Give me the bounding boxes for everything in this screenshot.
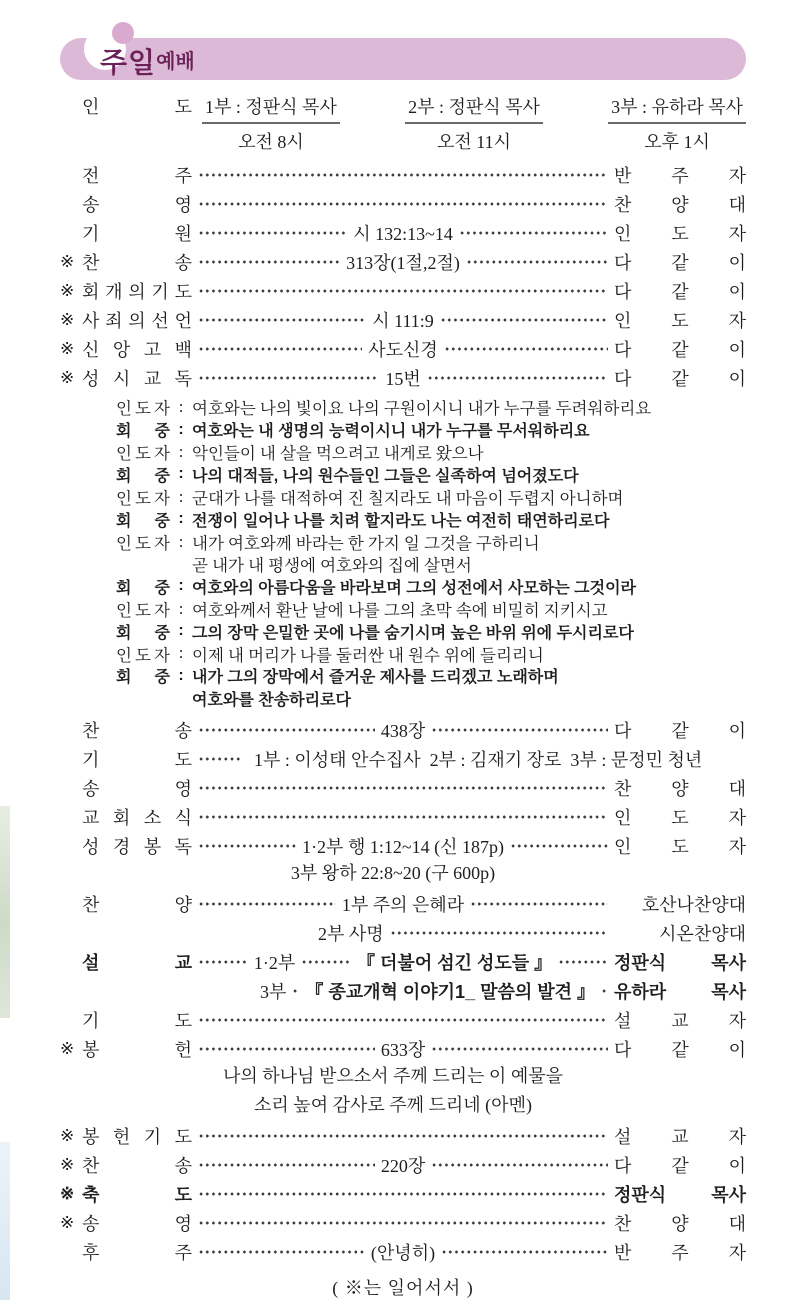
program-row (60, 831, 746, 860)
program-table-top (60, 160, 746, 392)
page-title-sub: 예배 (156, 51, 195, 73)
row-center-text: 1부 : 이성태 안수집사 2부 : 김재기 장로 3부 : 문정민 청년 (254, 749, 703, 770)
row-center-text: 시 111:9 (372, 310, 434, 331)
reading-colon: : (178, 666, 184, 684)
row-center-text: 2부 사명 (318, 923, 384, 944)
dotted-leader (198, 778, 608, 798)
row-right: 정판식 목사 (613, 952, 746, 973)
reading-text: 이제 내 머리가 나를 둘러싼 내 원수 위에 들리리니 (192, 645, 544, 665)
row-prefix: ※ (60, 1183, 75, 1203)
reading-line (116, 463, 746, 485)
reading-line (116, 665, 746, 687)
standing-footnote: ( ※는 일어서서 ) (332, 1278, 474, 1299)
reading-colon: : (178, 531, 184, 551)
row-label: 찬 송 (82, 720, 192, 741)
service-part-2 (405, 93, 543, 154)
reading-colon: : (178, 420, 184, 438)
reading-line (116, 418, 746, 440)
dotted-leader (198, 1039, 375, 1059)
service-leaders-row (60, 93, 746, 154)
program-row (60, 1121, 746, 1150)
dotted-leader (292, 981, 299, 1001)
program-row (60, 715, 746, 744)
row-prefix: ※ (60, 338, 75, 358)
dotted-leader (198, 749, 242, 769)
reading-colon: : (178, 397, 184, 417)
reading-speaker: 회 중 (116, 624, 170, 642)
reading-line (116, 530, 746, 552)
row-prefix (60, 93, 82, 154)
row-right: 찬 양 대 (614, 194, 746, 215)
row-prefix: ※ (60, 1154, 75, 1174)
reading-speaker: 회 중 (116, 579, 170, 597)
dotted-leader (198, 368, 379, 388)
reading-speaker: 회 중 (116, 467, 170, 485)
dotted-leader (431, 720, 608, 740)
reading-speaker: 인 도 자 (116, 600, 170, 620)
reading-colon: : (178, 598, 184, 618)
service-part-time: 오후 1시 (644, 132, 710, 152)
program-row (60, 1237, 746, 1266)
row-prefix: ※ (60, 251, 75, 271)
row-label: 성 경 봉 독 (82, 836, 192, 857)
row-label: 봉 헌 (82, 1039, 192, 1060)
dotted-leader (198, 310, 366, 330)
row-label: 설 교 (82, 952, 192, 973)
row-prefix: ※ (60, 367, 75, 387)
program-table-bottom (60, 715, 746, 1266)
dotted-leader (198, 223, 347, 243)
dotted-leader (427, 368, 608, 388)
dotted-leader (198, 836, 296, 856)
dotted-leader (198, 339, 362, 359)
row-prefix: ※ (60, 309, 75, 329)
reading-colon: : (178, 622, 184, 640)
reading-line (116, 598, 746, 620)
row-center-text: 3부 (260, 981, 287, 1002)
row-right: 인 도 자 (614, 310, 746, 331)
reading-speaker: 인 도 자 (116, 443, 170, 463)
row-center-text: 633장 (380, 1039, 426, 1060)
row-center-text: 313장(1절,2절) (346, 252, 460, 273)
service-part-leader: 2부 : 정판식 목사 (405, 93, 543, 124)
row-label: 찬 양 (82, 894, 192, 915)
reading-line (116, 687, 746, 709)
row-right: 다 같 이 (614, 1039, 746, 1060)
reading-speaker: 회 중 (116, 512, 170, 530)
program-center-line: 소리 높여 감사로 주께 드리네 (아멘) (254, 1095, 532, 1116)
service-part-leader: 3부 : 유하라 목사 (608, 93, 746, 124)
row-right: 설 교 자 (614, 1010, 746, 1031)
reading-line (116, 642, 746, 664)
reading-text: 그의 장막 은밀한 곳에 나를 숨기시며 높은 바위 위에 두시리로다 (192, 624, 634, 642)
program-center-line: 3부 왕하 22:8~20 (구 600p) (290, 863, 496, 884)
row-right: 다 같 이 (614, 339, 746, 360)
reading-line (116, 441, 746, 463)
program-row (60, 1150, 746, 1179)
row-prefix: ※ (60, 1212, 75, 1232)
reading-colon: : (178, 486, 184, 506)
row-right: 정판식 목사 (614, 1184, 746, 1205)
row-center-text: 438장 (380, 720, 426, 741)
service-parts (192, 93, 746, 154)
row-label: 축 도 (82, 1184, 192, 1205)
row-center-text: 1·2부 행 1:12~14 (신 187p) (302, 836, 504, 857)
row-label: 기 도 (82, 749, 192, 770)
row-prefix: ※ (60, 280, 75, 300)
program-row (60, 276, 746, 305)
row-label: 송 영 (82, 194, 192, 215)
row-right: 다 같 이 (614, 1155, 746, 1176)
program-row (60, 305, 746, 334)
row-right: 다 같 이 (614, 281, 746, 302)
row-right: 찬 양 대 (614, 1213, 746, 1234)
row-right: 인 도 자 (614, 807, 746, 828)
row-prefix: ※ (60, 1038, 75, 1058)
reading-speaker: 인 도 자 (116, 488, 170, 508)
dotted-leader (390, 923, 608, 943)
dotted-leader (198, 252, 340, 272)
row-center-text: 220장 (380, 1155, 426, 1176)
program-row (60, 1179, 746, 1208)
dotted-leader (459, 223, 608, 243)
reading-speaker: 회 중 (116, 423, 170, 441)
dotted-leader (470, 894, 608, 914)
row-label: 교 회 소 식 (82, 807, 192, 828)
program-row (60, 889, 746, 918)
reading-text: 악인들이 내 살을 먹으려고 내게로 왔으나 (192, 443, 484, 463)
reading-colon: : (178, 577, 184, 595)
dotted-leader (444, 339, 608, 359)
dotted-leader (301, 952, 351, 972)
program-row (60, 160, 746, 189)
program-subrow (60, 976, 746, 1005)
row-label: 찬 송 (82, 252, 192, 273)
row-label: 성 시 교 독 (82, 368, 192, 389)
reading-text: 나의 대적들, 나의 원수들인 그들은 실족하여 넘어졌도다 (192, 467, 579, 485)
dotted-leader (558, 952, 608, 972)
row-center-text: 사도신경 (368, 339, 438, 360)
reading-text: 여호와께서 환난 날에 나를 그의 초막 속에 비밀히 지키시고 (192, 600, 608, 620)
row-label: 송 영 (82, 1213, 192, 1234)
row-label: 사 죄 의 선 언 (82, 310, 192, 331)
dotted-leader (198, 1155, 375, 1175)
reading-text: 전쟁이 일어나 나를 치려 할지라도 나는 여전히 태연하리로다 (192, 512, 610, 530)
dotted-leader (198, 720, 375, 740)
row-right: 찬 양 대 (614, 778, 746, 799)
dotted-leader (431, 1155, 608, 1175)
row-center-text: 1·2부 (253, 952, 296, 973)
service-part-3 (608, 93, 746, 154)
row-right: 호산나찬양대 (641, 894, 747, 915)
row-label: 기 원 (82, 223, 192, 244)
program-row (60, 1208, 746, 1237)
reading-speaker: 회 중 (116, 669, 170, 687)
row-label: 회 개 의 기 도 (82, 281, 192, 302)
row-label: 인 도 (82, 97, 192, 117)
dotted-leader (198, 194, 608, 214)
reading-colon: : (178, 643, 184, 663)
row-label: 전 주 (82, 165, 192, 186)
dotted-leader (198, 1184, 608, 1204)
reading-line (116, 620, 746, 642)
program-row (60, 334, 746, 363)
section-header-banner (60, 38, 746, 80)
row-right: 다 같 이 (614, 720, 746, 741)
row-center-text: 15번 (385, 368, 421, 389)
reading-line (116, 508, 746, 530)
reading-speaker: 인 도 자 (116, 645, 170, 665)
dotted-leader (601, 981, 608, 1001)
row-right: 설 교 자 (614, 1126, 746, 1147)
reading-text: 여호와는 나의 빛이요 나의 구원이시니 내가 누구를 두려워하리요 (192, 399, 652, 419)
program-row (60, 1034, 746, 1063)
reading-colon: : (178, 465, 184, 483)
program-row (60, 947, 746, 976)
row-prefix: ※ (60, 1125, 75, 1145)
row-right: 시온찬양대 (659, 923, 746, 944)
program-row (60, 1005, 746, 1034)
reading-line (116, 486, 746, 508)
dotted-leader (198, 165, 608, 185)
row-right: 반 주 자 (614, 165, 746, 186)
reading-line (116, 553, 746, 575)
row-right: 다 같 이 (614, 252, 746, 273)
program-row (60, 802, 746, 831)
program-subrow (60, 918, 746, 947)
row-right: 다 같 이 (614, 368, 746, 389)
dotted-leader (198, 952, 248, 972)
reading-text: 곧 내가 내 평생에 여호와의 집에 살면서 (192, 555, 472, 575)
dotted-leader (198, 1242, 365, 1262)
reading-colon: : (178, 510, 184, 528)
dotted-leader (198, 1010, 608, 1030)
row-center-text: 시 132:13~14 (353, 223, 453, 244)
dotted-leader (198, 1126, 608, 1146)
reading-text: 여호와는 내 생명의 능력이시니 내가 누구를 무서워하리요 (192, 423, 590, 441)
service-part-1 (202, 93, 340, 154)
responsive-reading (116, 396, 746, 709)
reading-speaker: 인 도 자 (116, 399, 170, 419)
page-title (100, 41, 195, 81)
program-row (60, 773, 746, 802)
row-right: 반 주 자 (614, 1242, 746, 1263)
service-part-time: 오전 11시 (437, 132, 511, 152)
row-label: 후 주 (82, 1242, 192, 1263)
page-title-main: 주일 (100, 47, 157, 78)
reading-text: 여호와의 아름다움을 바라보며 그의 성전에서 사모하는 그것이라 (192, 579, 636, 597)
reading-line (116, 575, 746, 597)
row-label: 기 도 (82, 1010, 192, 1031)
dotted-leader (198, 807, 608, 827)
reading-colon: : (178, 441, 184, 461)
dotted-leader (198, 1213, 608, 1233)
program-row (60, 247, 746, 276)
row-label: 송 영 (82, 778, 192, 799)
program-row (60, 744, 746, 773)
program-center-line: 나의 하나님 받으소서 주께 드리는 이 예물을 (223, 1066, 563, 1087)
row-center-text: 1부 주의 은혜라 (341, 894, 465, 915)
reading-text: 내가 그의 장막에서 즐거운 제사를 드리겠고 노래하며 (192, 669, 559, 687)
dotted-leader (440, 310, 608, 330)
service-part-time: 오전 8시 (238, 132, 304, 152)
service-part-leader: 1부 : 정판식 목사 (202, 93, 340, 124)
dotted-leader (198, 281, 608, 301)
row-right: 인 도 자 (614, 836, 746, 857)
reading-speaker: 인 도 자 (116, 533, 170, 553)
reading-text: 내가 여호와께 바라는 한 가지 일 그것을 구하리니 (192, 533, 540, 553)
row-center-text: 『 종교개혁 이야기1_ 말씀의 발견 』 (305, 981, 596, 1002)
program-row (60, 363, 746, 392)
program-row (60, 189, 746, 218)
dotted-leader (431, 1039, 608, 1059)
dotted-leader (198, 894, 336, 914)
row-center-text: 『 더불어 섬긴 성도들 』 (357, 952, 553, 973)
dotted-leader (510, 836, 608, 856)
row-right: 유하라 목사 (613, 981, 746, 1002)
program-row (60, 218, 746, 247)
dotted-leader (441, 1242, 608, 1262)
reading-text: 여호와를 찬송하리로다 (192, 691, 352, 709)
row-label: 신 앙 고 백 (82, 339, 192, 360)
row-center-text: (안녕히) (370, 1242, 436, 1263)
row-label: 찬 송 (82, 1155, 192, 1176)
row-right: 인 도 자 (614, 223, 746, 244)
row-label: 봉 헌 기 도 (82, 1126, 192, 1147)
dotted-leader (466, 252, 608, 272)
reading-text: 군대가 나를 대적하여 진 칠지라도 내 마음이 두렵지 아니하며 (192, 488, 624, 508)
reading-line (116, 396, 746, 418)
